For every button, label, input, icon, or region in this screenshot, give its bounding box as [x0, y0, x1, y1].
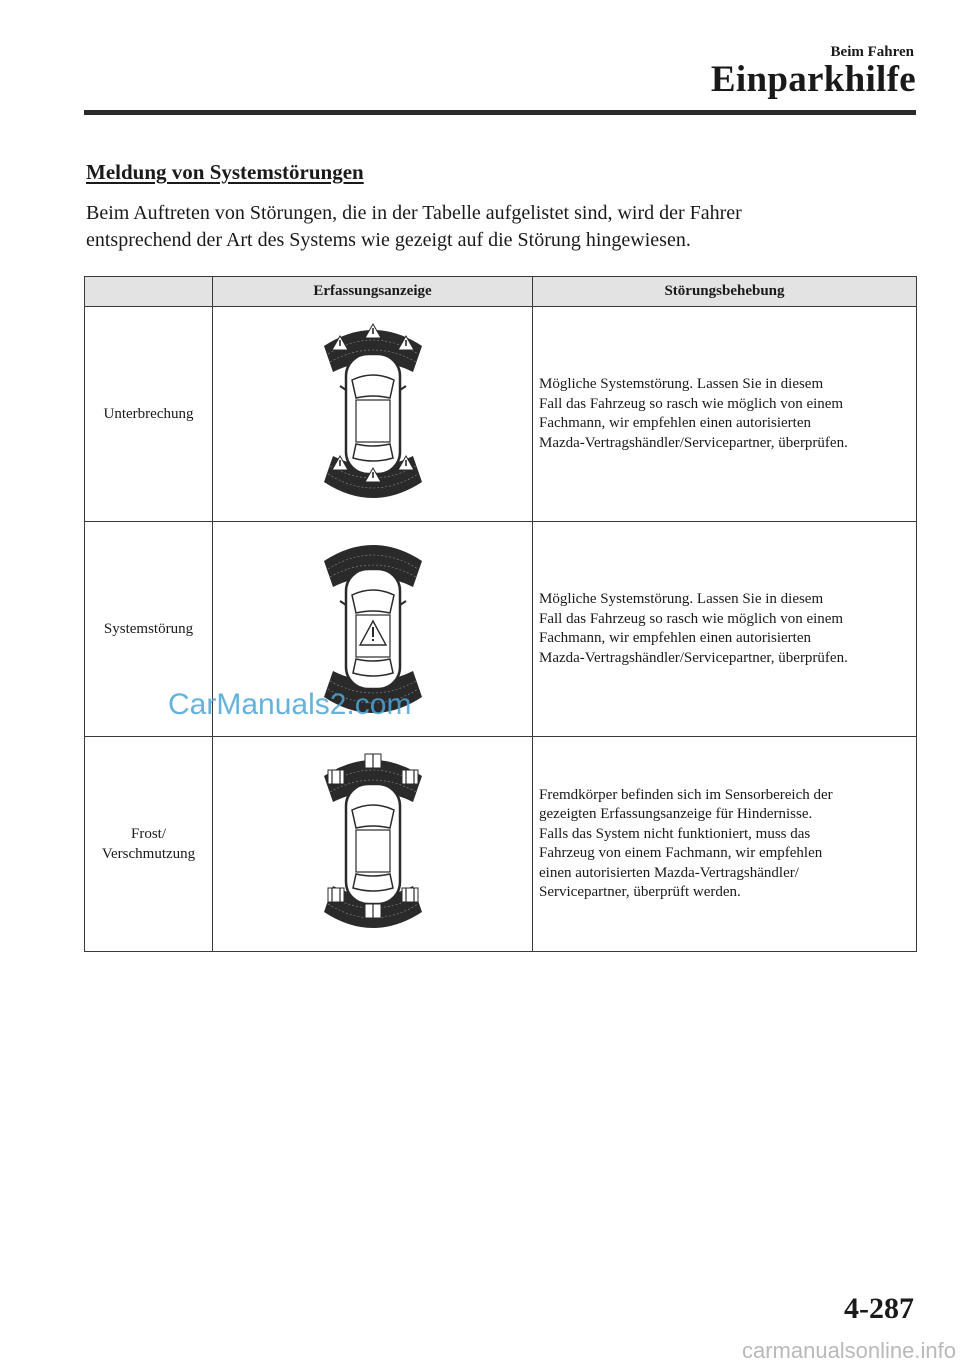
remedy-text: Fremdkörper befinden sich im Sensorbereich der gezeigten Erfassungsanzeige für Hindernisse. Falls das System nicht funktioniert, muss das Fahrzeug von einem Fachmann, wir empfehlen einen autorisierten Mazda-Vertragshändler/ Servicepartner, überprüft werden. — [533, 737, 917, 952]
table-row — [85, 737, 917, 952]
intro-line: entsprechend der Art des Systems wie gezeigt auf die Störung hingewiesen. — [86, 229, 691, 251]
page-number: 4-287 — [844, 1292, 914, 1325]
watermark-overlay: CarManuals2.com — [168, 688, 412, 721]
indicator-cell — [213, 737, 533, 952]
table-header-remedy: Störungsbehebung — [533, 277, 917, 307]
fault-label: Unterbrechung — [85, 307, 213, 522]
header-divider — [84, 110, 916, 115]
table-header-empty — [85, 277, 213, 307]
parking-sensor-frost-dirt-diagram — [318, 744, 428, 944]
table-header-row — [85, 277, 917, 307]
remedy-text: Mögliche Systemstörung. Lassen Sie in diesem Fall das Fahrzeug so rasch wie möglich von einem Fachmann, wir empfehlen einen autorisierten Mazda-Vertragshändler/Servicepartner, überprüfen. — [533, 307, 917, 522]
remedy-text: Mögliche Systemstörung. Lassen Sie in diesem Fall das Fahrzeug so rasch wie möglich von einem Fachmann, wir empfehlen einen autorisierten Mazda-Vertragshändler/Servicepartner, überprüfen. — [533, 522, 917, 737]
fault-label: Frost/ Verschmutzung — [85, 737, 213, 952]
footer-watermark: carmanualsonline.info — [741, 1338, 956, 1363]
indicator-cell — [213, 307, 533, 522]
fault-table — [84, 276, 917, 952]
fault-label: Systemstörung — [85, 522, 213, 737]
table-row — [85, 307, 917, 522]
chapter-label: Beim Fahren — [830, 44, 914, 60]
table-header-indicator: Erfassungsanzeige — [213, 277, 533, 307]
section-title: Meldung von Systemstörungen — [86, 160, 364, 184]
intro-line: Beim Auftreten von Störungen, die in der Tabelle aufgelistet sind, wird der Fahrer — [86, 202, 742, 224]
parking-sensor-warning-all-diagram — [318, 314, 428, 514]
intro-paragraph — [86, 200, 916, 254]
page-title: Einparkhilfe — [710, 59, 916, 100]
